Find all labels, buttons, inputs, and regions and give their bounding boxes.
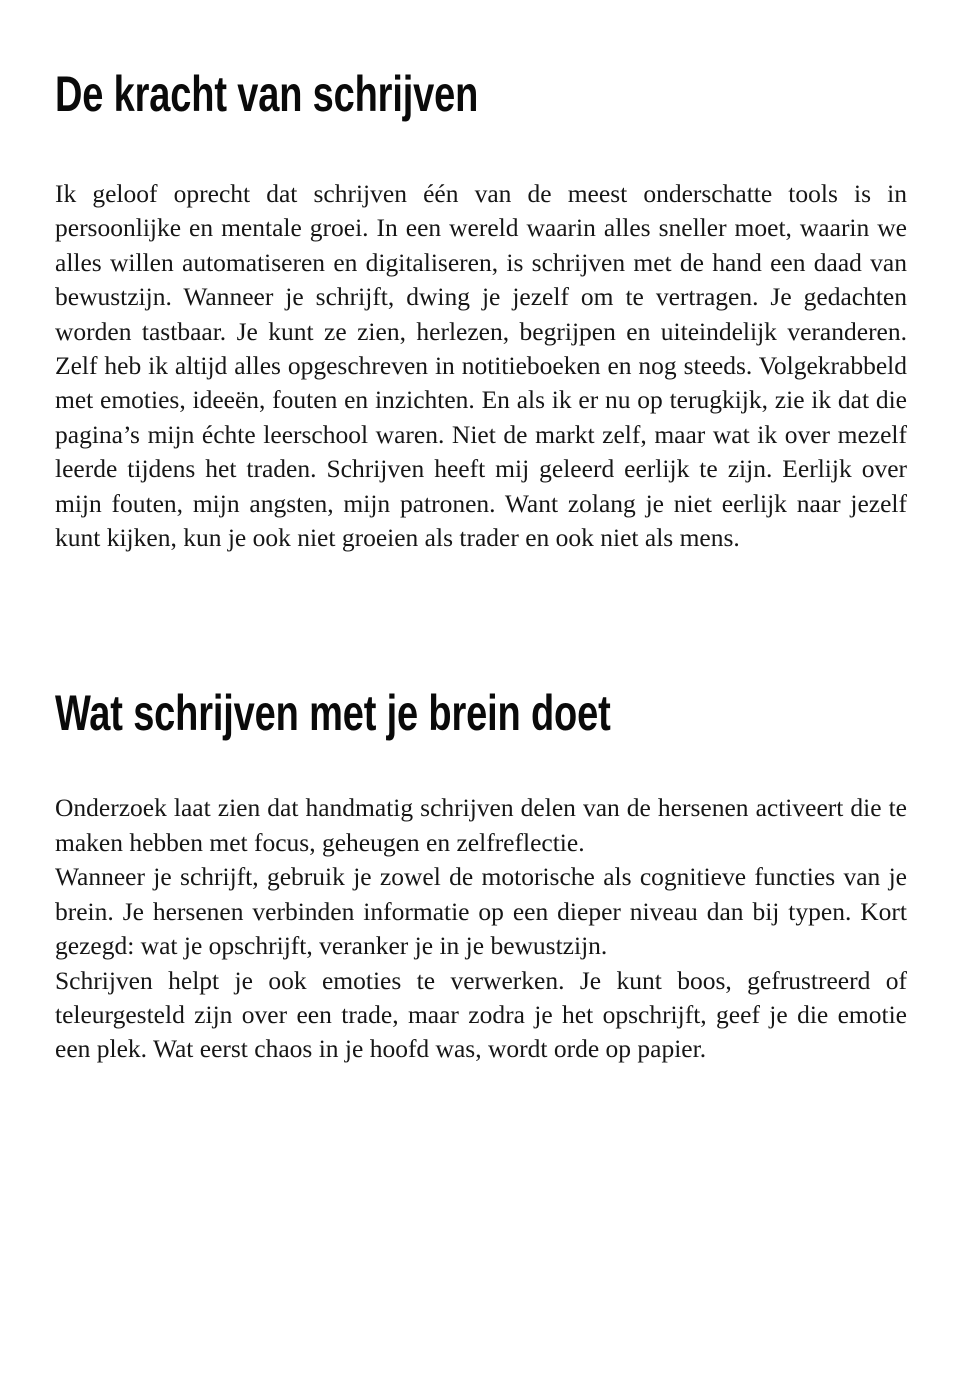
section-wat-schrijven-met-je-brein-doet xyxy=(55,555,907,1066)
section-two-body xyxy=(55,791,907,1066)
paragraph: Ik geloof oprecht dat schrijven één van de meest onderschatte tools is in persoonlijke en mentale groei. In een wereld waarin alles sneller moet, waarin we alles willen automatiseren en digitaliseren, is schrijven met de hand een daad van bewustzijn. Wanneer je schrijft, dwing je jezelf om te vertragen. Je gedachten worden tastbaar. Je kunt ze zien, herlezen, begrijpen en uiteindelijk veranderen. Zelf heb ik altijd alles opgeschreven in notitieboeken en nog steeds. Volgekrabbeld met emoties, ideeën, fouten en inzichten. En als ik er nu op terugkijk, zie ik dat die pagina’s mijn échte leerschool waren. Niet de markt zelf, maar wat ik over mezelf leerde tijdens het traden. Schrijven heeft mij geleerd eerlijk te zijn. Eerlijk over mijn fouten, mijn angsten, mijn patronen. Want zolang je niet eerlijk naar jezelf kunt kijken, kun je ook niet groeien als trader en ook niet als mens. xyxy=(55,179,907,553)
page-title: De kracht van schrijven xyxy=(55,66,479,122)
paragraph: Onderzoek laat zien dat handmatig schrijven delen van de hersenen activeert die te maken hebben met focus, geheugen en zelfreflectie. xyxy=(55,793,907,857)
section-heading-brein: Wat schrijven met je brein doet xyxy=(55,685,611,742)
section-kracht-van-schrijven xyxy=(55,0,907,555)
paragraph: Schrijven helpt je ook emoties te verwerken. Je kunt boos, gefrustreerd of teleurgesteld zijn over een trade, maar zodra je het opschrijft, geef je die emotie een plek. Wat eerst chaos in je hoofd was, wordt orde op papier. xyxy=(55,965,907,1064)
section-one-body xyxy=(55,177,907,555)
paragraph: Wanneer je schrijft, gebruik je zowel de motorische als cognitieve functies van je brein. Je hersenen verbinden informatie op een dieper niveau dan bij typen. Kort gezegd: wat je opschrijft, veranker je in je bewustzijn. xyxy=(55,862,907,961)
